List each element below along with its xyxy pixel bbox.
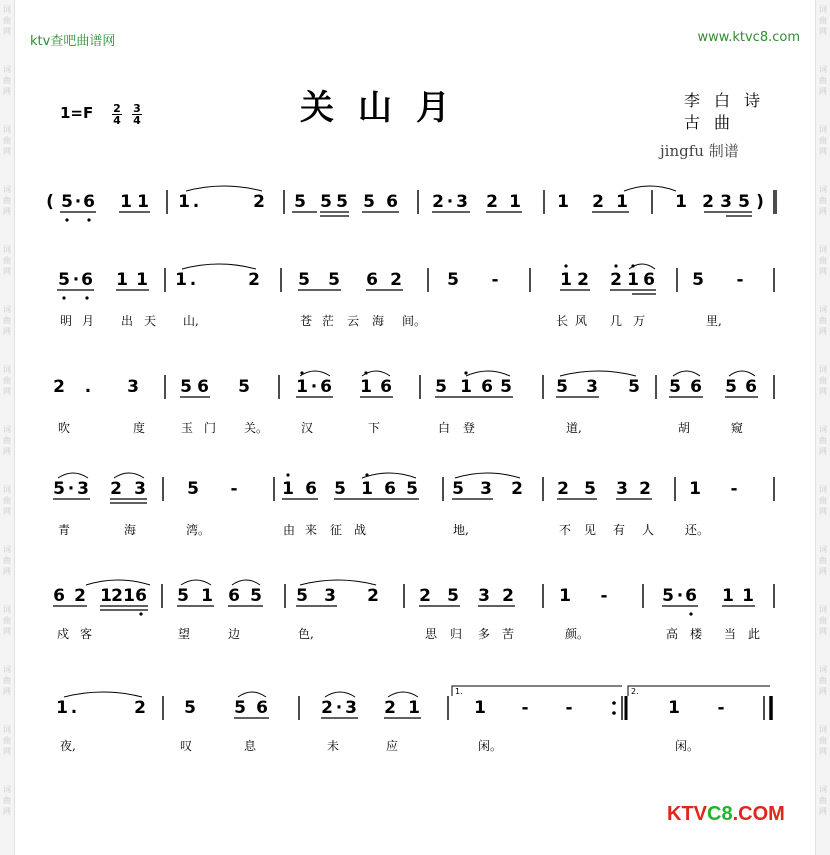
lyric-syllable: 明 bbox=[60, 314, 73, 328]
jianpu-note: 5 bbox=[234, 698, 246, 718]
logo-c8: C8 bbox=[707, 803, 733, 825]
high-octave-dot bbox=[631, 264, 634, 267]
lyric-syllable: 里, bbox=[706, 314, 722, 328]
jianpu-note: 6 bbox=[481, 377, 493, 397]
side-watermark-text: 词 曲 网 bbox=[3, 185, 11, 216]
arranger-credit: jingfu 制谱 bbox=[660, 142, 739, 160]
jianpu-note: 2 bbox=[74, 586, 86, 606]
jianpu-note: 2 bbox=[384, 698, 396, 718]
slur-arc bbox=[86, 580, 150, 585]
lyric-syllable: 还。 bbox=[685, 523, 710, 537]
jianpu-note: 5 bbox=[363, 192, 375, 212]
slur-arc bbox=[114, 473, 144, 478]
jianpu-note: 1 bbox=[137, 192, 149, 212]
slur-arc bbox=[624, 186, 676, 191]
high-octave-dot bbox=[365, 473, 368, 476]
jianpu-note: 5 bbox=[662, 586, 674, 606]
composer-credit: 古曲 bbox=[684, 113, 745, 132]
jianpu-note: 2 bbox=[502, 586, 514, 606]
jianpu-note: 2 bbox=[432, 192, 444, 212]
lyric-syllable: 间。 bbox=[402, 314, 427, 328]
jianpu-note: - bbox=[491, 270, 499, 290]
lyric-syllable: 闲。 bbox=[478, 739, 503, 753]
jianpu-note: 5 bbox=[669, 377, 681, 397]
jianpu-note: · bbox=[676, 586, 684, 606]
jianpu-note: 5 bbox=[336, 192, 348, 212]
slur-arc bbox=[560, 371, 636, 376]
slur-arc bbox=[325, 692, 355, 697]
jianpu-note: 5 bbox=[53, 479, 65, 499]
jianpu-note: 1 bbox=[689, 479, 701, 499]
jianpu-note: · bbox=[310, 377, 318, 397]
jianpu-note: 5 bbox=[447, 586, 459, 606]
lyric-syllable: 闲。 bbox=[675, 739, 700, 753]
jianpu-note: 2 bbox=[321, 698, 333, 718]
lyric-syllable: 茫 bbox=[322, 314, 335, 328]
jianpu-note: 6 bbox=[53, 586, 65, 606]
time-sig-bottom: 4 bbox=[113, 114, 121, 127]
lyric-syllable: 夜, bbox=[60, 739, 76, 753]
jianpu-note: 5 bbox=[294, 192, 306, 212]
jianpu-note: 1 bbox=[136, 270, 148, 290]
jianpu-note: 1 bbox=[56, 698, 68, 718]
lyric-syllable: 山, bbox=[183, 314, 199, 328]
volta-bracket-2 bbox=[628, 686, 770, 696]
lyric-syllable: 关。 bbox=[244, 421, 269, 435]
jianpu-note: - bbox=[230, 479, 238, 499]
jianpu-note: 1 bbox=[557, 192, 569, 212]
jianpu-note: 1 bbox=[408, 698, 420, 718]
jianpu-note: 6 bbox=[745, 377, 757, 397]
jianpu-note: 5 bbox=[238, 377, 250, 397]
jianpu-note: 2 bbox=[248, 270, 260, 290]
jianpu-note: 2 bbox=[53, 377, 65, 397]
lyric-syllable: 思 bbox=[425, 627, 438, 641]
jianpu-note: 1 bbox=[100, 586, 112, 606]
lyric-syllable: 戍 bbox=[57, 627, 70, 641]
jianpu-note: 6 bbox=[197, 377, 209, 397]
lyric-syllable: 海 bbox=[124, 523, 137, 537]
jianpu-note: 5 bbox=[58, 270, 70, 290]
jianpu-note: 6 bbox=[228, 586, 240, 606]
high-octave-dot bbox=[300, 371, 303, 374]
lyric-syllable: 湾。 bbox=[186, 523, 211, 537]
jianpu-note: 2 bbox=[486, 192, 498, 212]
lyric-syllable: 多 bbox=[478, 627, 491, 641]
jianpu-note: 6 bbox=[386, 192, 398, 212]
jianpu-note: · bbox=[446, 192, 454, 212]
lyric-syllable: 楼 bbox=[690, 627, 703, 641]
jianpu-note: 1 bbox=[460, 377, 472, 397]
slur-arc bbox=[238, 692, 266, 697]
jianpu-note: 1 bbox=[742, 586, 754, 606]
jianpu-note: - bbox=[717, 698, 725, 718]
logo-ktv: KTV bbox=[667, 803, 707, 825]
jianpu-note: 1 bbox=[201, 586, 213, 606]
jianpu-note: 6 bbox=[384, 479, 396, 499]
jianpu-note: · bbox=[67, 479, 75, 499]
high-octave-dot bbox=[564, 264, 567, 267]
lyric-syllable: 此 bbox=[748, 627, 761, 641]
low-octave-dot bbox=[62, 296, 65, 299]
jianpu-note: 3 bbox=[77, 479, 89, 499]
jianpu-note: 1 bbox=[123, 586, 135, 606]
low-octave-dot bbox=[85, 296, 88, 299]
jianpu-note: 1 bbox=[474, 698, 486, 718]
side-watermark-text: 词 曲 网 bbox=[3, 785, 11, 816]
jianpu-note: 3 bbox=[586, 377, 598, 397]
time-sig-top: 2 bbox=[113, 102, 121, 115]
lyric-syllable: 苦 bbox=[502, 627, 515, 641]
high-octave-dot bbox=[286, 473, 289, 476]
lyric-syllable: 苍 bbox=[300, 314, 313, 328]
jianpu-note: 2 bbox=[557, 479, 569, 499]
jianpu-note: 3 bbox=[478, 586, 490, 606]
side-watermark-text: 词 曲 网 bbox=[819, 65, 827, 96]
site-watermark-left: ktv查吧曲谱网 bbox=[30, 34, 116, 49]
lyric-syllable: 吹 bbox=[58, 421, 71, 435]
jianpu-note: 1 bbox=[178, 192, 190, 212]
side-watermark-text: 词 曲 网 bbox=[819, 425, 827, 456]
lyric-syllable: 窥 bbox=[731, 421, 744, 435]
jianpu-note: 2 bbox=[511, 479, 523, 499]
side-watermark-text: 词 曲 网 bbox=[3, 305, 11, 336]
slur-arc bbox=[362, 473, 416, 478]
lyric-syllable: 边 bbox=[228, 627, 241, 641]
jianpu-note: . bbox=[84, 377, 92, 397]
jianpu-note: 5 bbox=[320, 192, 332, 212]
jianpu-note: 5 bbox=[435, 377, 447, 397]
side-watermark-text: 词 曲 网 bbox=[3, 665, 11, 696]
jianpu-note: 1 bbox=[627, 270, 639, 290]
low-octave-dot bbox=[87, 218, 90, 221]
high-octave-dot bbox=[464, 371, 467, 374]
jianpu-note: 6 bbox=[83, 192, 95, 212]
lyric-syllable: 海 bbox=[372, 314, 385, 328]
side-watermark-text: 词 曲 网 bbox=[3, 365, 11, 396]
jianpu-note: 6 bbox=[690, 377, 702, 397]
jianpu-note: 2 bbox=[367, 586, 379, 606]
jianpu-note: . bbox=[189, 270, 197, 290]
jianpu-note: 2 bbox=[577, 270, 589, 290]
volta-2-label: 2. bbox=[631, 687, 639, 696]
jianpu-note: 2 bbox=[639, 479, 651, 499]
lyric-syllable: 由 bbox=[283, 523, 296, 537]
jianpu-note: 1 bbox=[509, 192, 521, 212]
repeat-dot bbox=[612, 711, 616, 715]
lyric-syllable: 战 bbox=[354, 523, 367, 537]
lyric-syllable: 门 bbox=[204, 421, 217, 435]
jianpu-note: 1 bbox=[116, 270, 128, 290]
lyric-syllable: 高 bbox=[666, 627, 679, 641]
jianpu-note: · bbox=[335, 698, 343, 718]
jianpu-note: ) bbox=[756, 192, 764, 212]
lyric-syllable: 青 bbox=[58, 523, 71, 537]
jianpu-note: 5 bbox=[406, 479, 418, 499]
side-watermark-text: 词 曲 网 bbox=[819, 725, 827, 756]
jianpu-note: 1 bbox=[361, 479, 373, 499]
jianpu-note: . bbox=[70, 698, 78, 718]
jianpu-note: 5 bbox=[250, 586, 262, 606]
jianpu-note: 5 bbox=[556, 377, 568, 397]
jianpu-note: 5 bbox=[725, 377, 737, 397]
lyric-syllable: 叹 bbox=[180, 739, 193, 753]
side-watermark-text: 词 曲 网 bbox=[819, 365, 827, 396]
lyric-syllable: 下 bbox=[368, 421, 381, 435]
volta-bracket-1 bbox=[452, 686, 622, 696]
lyric-syllable: 不 bbox=[559, 523, 572, 537]
jianpu-note: 5 bbox=[328, 270, 340, 290]
side-watermark-text: 词 曲 网 bbox=[819, 185, 827, 216]
lyric-syllable: 归 bbox=[450, 627, 463, 641]
side-watermark-text: 词 曲 网 bbox=[3, 65, 11, 96]
lyric-syllable: 人 bbox=[642, 523, 655, 537]
lyric-syllable: 度 bbox=[133, 421, 146, 435]
jianpu-note: 1 bbox=[560, 270, 572, 290]
lyric-syllable: 道, bbox=[566, 421, 582, 435]
jianpu-note: - bbox=[600, 586, 608, 606]
jianpu-note: 1 bbox=[282, 479, 294, 499]
jianpu-note: 5 bbox=[334, 479, 346, 499]
jianpu-note: 5 bbox=[184, 698, 196, 718]
high-octave-dot bbox=[364, 371, 367, 374]
lyric-syllable: 来 bbox=[305, 523, 318, 537]
jianpu-note: 3 bbox=[616, 479, 628, 499]
side-watermark-text: 词 曲 网 bbox=[819, 5, 827, 36]
jianpu-note: 2 bbox=[390, 270, 402, 290]
lyric-syllable: 颜。 bbox=[565, 627, 590, 641]
lyric-syllable: 望 bbox=[178, 627, 191, 641]
lyric-syllable: 天 bbox=[144, 314, 157, 328]
jianpu-note: - bbox=[565, 698, 573, 718]
lyric-syllable: 登 bbox=[463, 421, 476, 435]
jianpu-note: 6 bbox=[643, 270, 655, 290]
low-octave-dot bbox=[689, 612, 692, 615]
jianpu-note: 5 bbox=[296, 586, 308, 606]
jianpu-note: 6 bbox=[256, 698, 268, 718]
jianpu-note: 2 bbox=[592, 192, 604, 212]
lyricist-credit: 李白诗 bbox=[684, 91, 775, 110]
lyric-syllable: 当 bbox=[724, 627, 737, 641]
low-octave-dot bbox=[139, 612, 142, 615]
low-octave-dot bbox=[65, 218, 68, 221]
jianpu-note: 6 bbox=[380, 377, 392, 397]
side-watermark-text: 词 曲 网 bbox=[3, 125, 11, 156]
jianpu-note: 6 bbox=[685, 586, 697, 606]
lyric-syllable: 汉 bbox=[301, 421, 314, 435]
side-watermark-text: 词 曲 网 bbox=[819, 125, 827, 156]
slur-arc bbox=[455, 473, 520, 478]
jianpu-note: 3 bbox=[127, 377, 139, 397]
repeat-dot bbox=[612, 701, 616, 705]
side-watermark-text: 词 曲 网 bbox=[819, 245, 827, 276]
jianpu-note: 3 bbox=[134, 479, 146, 499]
jianpu-note: 3 bbox=[720, 192, 732, 212]
jianpu-note: 5 bbox=[180, 377, 192, 397]
lyric-syllable: 客 bbox=[80, 627, 93, 641]
side-watermark-text: 词 曲 网 bbox=[3, 545, 11, 576]
slur-arc bbox=[64, 692, 142, 697]
jianpu-note: 1 bbox=[616, 192, 628, 212]
side-watermark-text: 词 曲 网 bbox=[819, 305, 827, 336]
slur-arc bbox=[186, 186, 262, 191]
jianpu-note: · bbox=[74, 192, 82, 212]
jianpu-note: ( bbox=[46, 192, 54, 212]
jianpu-note: 3 bbox=[480, 479, 492, 499]
jianpu-note: · bbox=[72, 270, 80, 290]
slur-arc bbox=[58, 473, 88, 478]
slur-arc bbox=[388, 692, 418, 697]
jianpu-note: 5 bbox=[177, 586, 189, 606]
jianpu-note: 5 bbox=[452, 479, 464, 499]
jianpu-note: 6 bbox=[305, 479, 317, 499]
lyric-syllable: 应 bbox=[386, 739, 399, 753]
volta-1-label: 1. bbox=[455, 687, 463, 696]
side-watermark-text: 词 曲 网 bbox=[819, 605, 827, 636]
jianpu-note: 2 bbox=[702, 192, 714, 212]
slur-arc bbox=[729, 371, 755, 376]
side-watermark-text: 词 曲 网 bbox=[819, 785, 827, 816]
jianpu-note: 3 bbox=[324, 586, 336, 606]
side-watermark-text: 词 曲 网 bbox=[3, 725, 11, 756]
lyric-syllable: 玉 bbox=[181, 421, 194, 435]
jianpu-note: 1 bbox=[175, 270, 187, 290]
lyric-syllable: 风 bbox=[575, 314, 588, 328]
lyric-syllable: 征 bbox=[330, 523, 343, 537]
site-watermark-right: www.ktvc8.com bbox=[697, 30, 800, 45]
side-watermark-text: 词 曲 网 bbox=[3, 5, 11, 36]
jianpu-note: 6 bbox=[135, 586, 147, 606]
jianpu-note: 2 bbox=[134, 698, 146, 718]
jianpu-note: 5 bbox=[298, 270, 310, 290]
ktvc8-logo bbox=[667, 803, 785, 826]
jianpu-note: - bbox=[736, 270, 744, 290]
side-watermark-text: 词 曲 网 bbox=[3, 245, 11, 276]
lyric-syllable: 万 bbox=[633, 314, 646, 328]
lyric-syllable: 未 bbox=[327, 739, 340, 753]
jianpu-note: 5 bbox=[447, 270, 459, 290]
jianpu-note: 1 bbox=[120, 192, 132, 212]
jianpu-note: 6 bbox=[81, 270, 93, 290]
jianpu-note: 5 bbox=[738, 192, 750, 212]
jianpu-note: 5 bbox=[187, 479, 199, 499]
jianpu-note: 1 bbox=[360, 377, 372, 397]
jianpu-note: - bbox=[730, 479, 738, 499]
lyric-syllable: 色, bbox=[298, 627, 314, 641]
jianpu-note: 5 bbox=[584, 479, 596, 499]
jianpu-note: 2 bbox=[111, 586, 123, 606]
jianpu-note: 2 bbox=[419, 586, 431, 606]
key-signature: 1=F bbox=[60, 104, 94, 122]
jianpu-note: 1 bbox=[722, 586, 734, 606]
jianpu-note: 5 bbox=[628, 377, 640, 397]
side-watermark-text: 词 曲 网 bbox=[3, 605, 11, 636]
lyric-syllable: 白 bbox=[438, 421, 451, 435]
slur-arc bbox=[673, 371, 700, 376]
jianpu-note: 3 bbox=[456, 192, 468, 212]
jianpu-note: 1 bbox=[296, 377, 308, 397]
jianpu-note: 6 bbox=[320, 377, 332, 397]
lyric-syllable: 胡 bbox=[678, 421, 691, 435]
jianpu-note: . bbox=[192, 192, 200, 212]
side-watermark-text: 词 曲 网 bbox=[819, 485, 827, 516]
lyric-syllable: 息 bbox=[244, 739, 257, 753]
jianpu-note: 2 bbox=[110, 479, 122, 499]
jianpu-note: 1 bbox=[668, 698, 680, 718]
lyric-syllable: 见 bbox=[584, 523, 597, 537]
jianpu-note: 3 bbox=[345, 698, 357, 718]
slur-arc bbox=[300, 580, 376, 585]
lyric-syllable: 几 bbox=[610, 314, 623, 328]
lyric-syllable: 云 bbox=[347, 314, 360, 328]
jianpu-note: 5 bbox=[692, 270, 704, 290]
lyric-syllable: 地, bbox=[453, 523, 469, 537]
side-watermark-text: 词 曲 网 bbox=[3, 425, 11, 456]
time-sig-top: 3 bbox=[133, 102, 141, 115]
side-watermark-text: 词 曲 网 bbox=[819, 665, 827, 696]
jianpu-note: 1 bbox=[559, 586, 571, 606]
jianpu-note: 5 bbox=[500, 377, 512, 397]
slur-arc bbox=[181, 580, 211, 585]
jianpu-note: 2 bbox=[610, 270, 622, 290]
song-title: 关山月 bbox=[300, 88, 474, 128]
slur-arc bbox=[300, 371, 330, 376]
time-sig-bottom: 4 bbox=[133, 114, 141, 127]
lyric-syllable: 长 bbox=[556, 314, 569, 328]
slur-arc bbox=[182, 264, 256, 269]
lyric-syllable: 有 bbox=[613, 523, 626, 537]
side-watermark-text: 词 曲 网 bbox=[819, 545, 827, 576]
lyric-syllable: 月 bbox=[82, 314, 95, 328]
jianpu-note: 1 bbox=[675, 192, 687, 212]
slur-arc bbox=[466, 371, 510, 376]
jianpu-note: 2 bbox=[253, 192, 265, 212]
jianpu-note: - bbox=[521, 698, 529, 718]
jianpu-note: 5 bbox=[61, 192, 73, 212]
side-watermark-text: 词 曲 网 bbox=[3, 485, 11, 516]
lyric-syllable: 出 bbox=[121, 314, 134, 328]
slur-arc bbox=[232, 580, 260, 585]
jianpu-note: 6 bbox=[366, 270, 378, 290]
logo-com: .COM bbox=[732, 803, 785, 825]
high-octave-dot bbox=[614, 264, 617, 267]
